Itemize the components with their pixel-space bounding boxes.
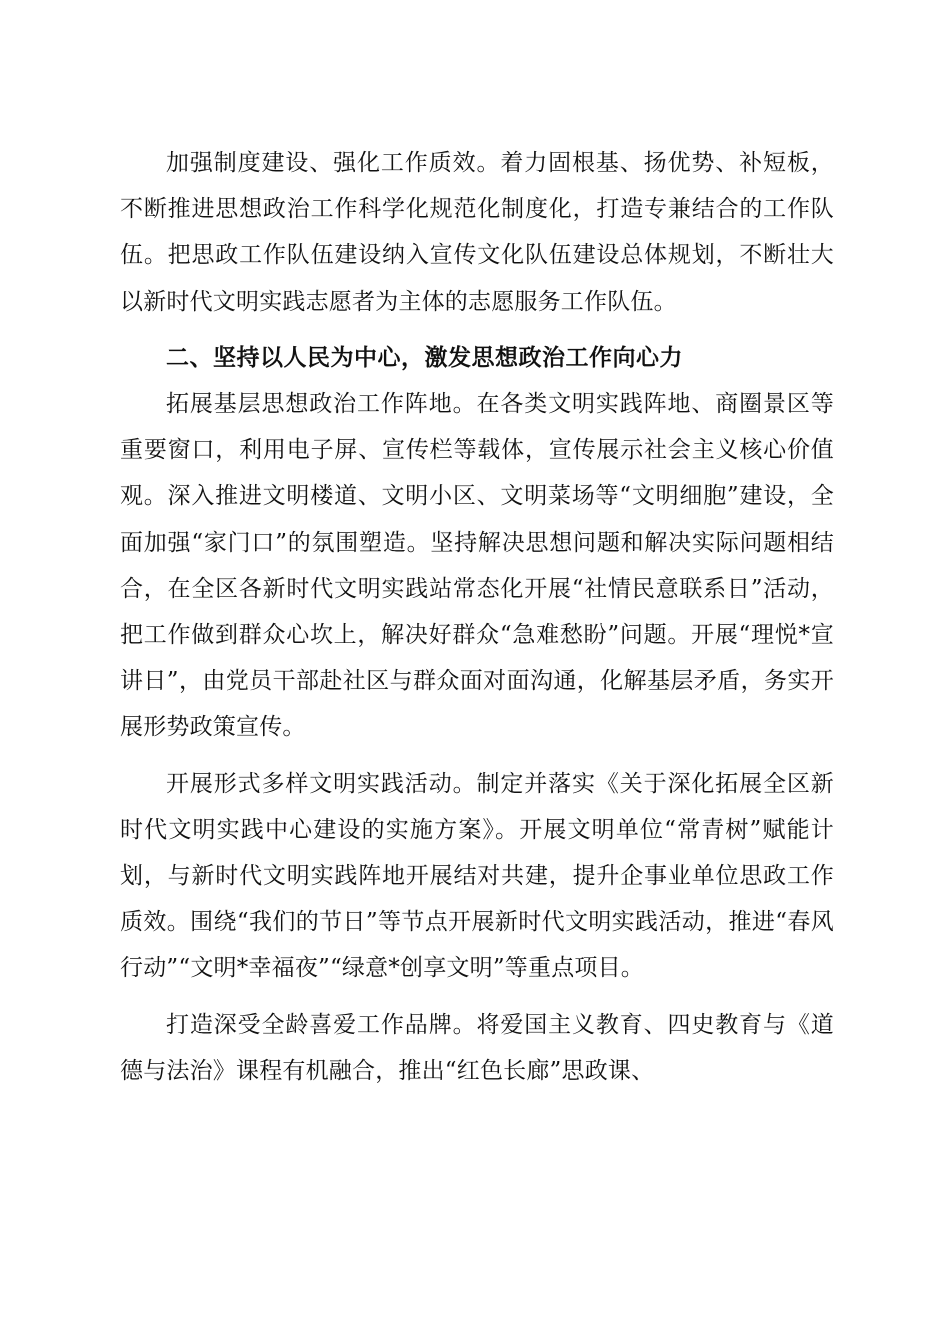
paragraph-grassroots-positions: 拓展基层思想政治工作阵地。在各类文明实践阵地、商圈景区等重要窗口，利用电子屏、宣传栏等载体，宣传展示社会主义核心价值观。深入推进文明楼道、文明小区、文明菜场等“文明细胞”建设，全面加强“家门口”的氛围塑造。坚持解决思想问题和解决实际问题相结合，在全区各新时代文明实践站常态化开展“社情民意联系日”活动，把工作做到群众心坎上，解决好群众“急难愁盼”问题。开展“理悦*宣讲日”，由党员干部赴社区与群众面对面沟通，化解基层矛盾，务实开展形势政策宣传。 bbox=[120, 391, 834, 741]
paragraph-system-building: 加强制度建设、强化工作质效。着力固根基、扬优势、补短板，不断推进思想政治工作科学化规范化制度化，打造专兼结合的工作队伍。把思政工作队伍建设纳入宣传文化队伍建设总体规划，不断壮大以新时代文明实践志愿者为主体的志愿服务工作队伍。 bbox=[120, 150, 834, 315]
document-page bbox=[120, 140, 834, 1094]
section-heading-2: 二、坚持以人民为中心，激发思想政治工作向心力 bbox=[166, 344, 683, 371]
paragraph-work-brand: 打造深受全龄喜爱工作品牌。将爱国主义教育、四史教育与《道德与法治》课程有机融合，推出“红色长廊”思政课、 bbox=[120, 1011, 834, 1084]
paragraph-civilization-activities: 开展形式多样文明实践活动。制定并落实《关于深化拓展全区新时代文明实践中心建设的实施方案》。开展文明单位“常青树”赋能计划，与新时代文明实践阵地开展结对共建，提升企事业单位思政工作质效。围绕“我们的节日”等节点开展新时代文明实践活动，推进“春风行动”“文明*幸福夜”“绿意*创享文明”等重点项目。 bbox=[120, 770, 834, 982]
